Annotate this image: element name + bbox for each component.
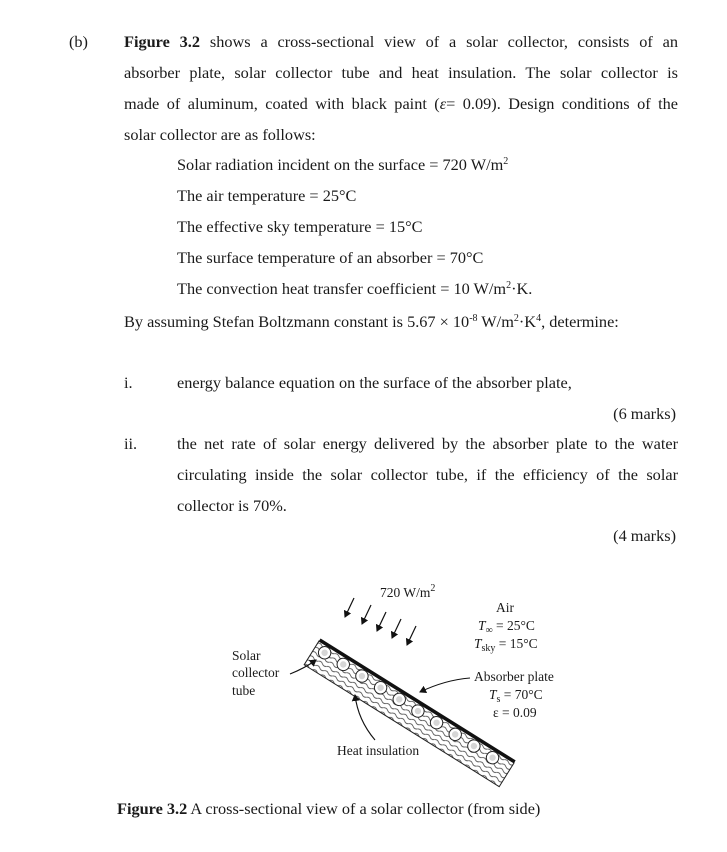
radiation-label: 720 $W/m^2$ [380, 583, 436, 600]
part-ii-number: ii. [124, 434, 138, 453]
insulation-label: Heat insulation [337, 743, 420, 758]
condition-convection-coefficient: The convection heat transfer coefficient = 10 $W/m^2\cdot K$. [177, 279, 533, 298]
part-ii-line-2: circulating inside the solar collector tube, if the efficiency of the solar [177, 465, 678, 484]
condition-sky-temperature: The effective sky temperature = 15°C [177, 217, 423, 236]
part-i-number: i. [124, 373, 133, 392]
solar-tube-label-1: Solar [232, 648, 261, 663]
heat-insulation-layer [304, 641, 514, 787]
absorber-emissivity-label: ε = 0.09 [493, 705, 537, 720]
figure-caption: Figure 3.2 A cross-sectional view of a solar collector (from side) [117, 799, 541, 818]
intro-text-3a: made of aluminum, coated with black paint ( [124, 94, 440, 113]
intro-text-3b: = 0.09). Design conditions of the [446, 94, 678, 113]
solar-tube-label-2: collector [232, 665, 280, 680]
solar-tube-label-3: tube [232, 683, 256, 698]
part-ii-marks: (4 marks) [613, 526, 676, 545]
absorber-pointer-arrow [420, 678, 470, 692]
part-i-marks: (6 marks) [613, 404, 676, 423]
assumption-line: By assuming Stefan Boltzmann constant is $5.67 \times 10^{-8}$ $W/m^2\cdot K^4$, determine: [124, 312, 619, 331]
absorber-temperature-label: $T_s = 70^\circ C$ [489, 687, 543, 705]
condition-air-temperature: The air temperature = 25°C [177, 186, 357, 205]
absorber-label: Absorber plate [474, 669, 554, 684]
question-label: (b) [69, 32, 88, 51]
part-i-text: energy balance equation on the surface of the absorber plate, [177, 373, 572, 392]
collector-body [304, 638, 515, 786]
intro-text-1: shows a cross-sectional view of a solar collector, consists of an [209, 32, 679, 51]
condition-solar-radiation: Solar radiation incident on the surface = 720 $W/m^2$ [177, 155, 509, 174]
emissivity-symbol: ε [439, 94, 447, 113]
intro-line-4: solar collector are as follows: [124, 125, 316, 144]
part-ii-line-1: the net rate of solar energy delivered by the absorber plate to the water [177, 434, 678, 453]
intro-line-2: absorber plate, solar collector tube and heat insulation. The solar collector is [124, 63, 678, 82]
radiation-arrows [345, 598, 416, 645]
air-label: Air [496, 600, 514, 615]
part-ii-line-3: collector is 70%. [177, 496, 287, 515]
figure-reference: Figure 3.2 [124, 32, 201, 51]
sky-temperature-label: $T_{sky} = 15^\circ C$ [474, 636, 538, 654]
condition-surface-temperature: The surface temperature of an absorber = 70°C [177, 248, 484, 267]
air-temperature-label: $T_\infty = 25^\circ C$ [478, 618, 535, 636]
